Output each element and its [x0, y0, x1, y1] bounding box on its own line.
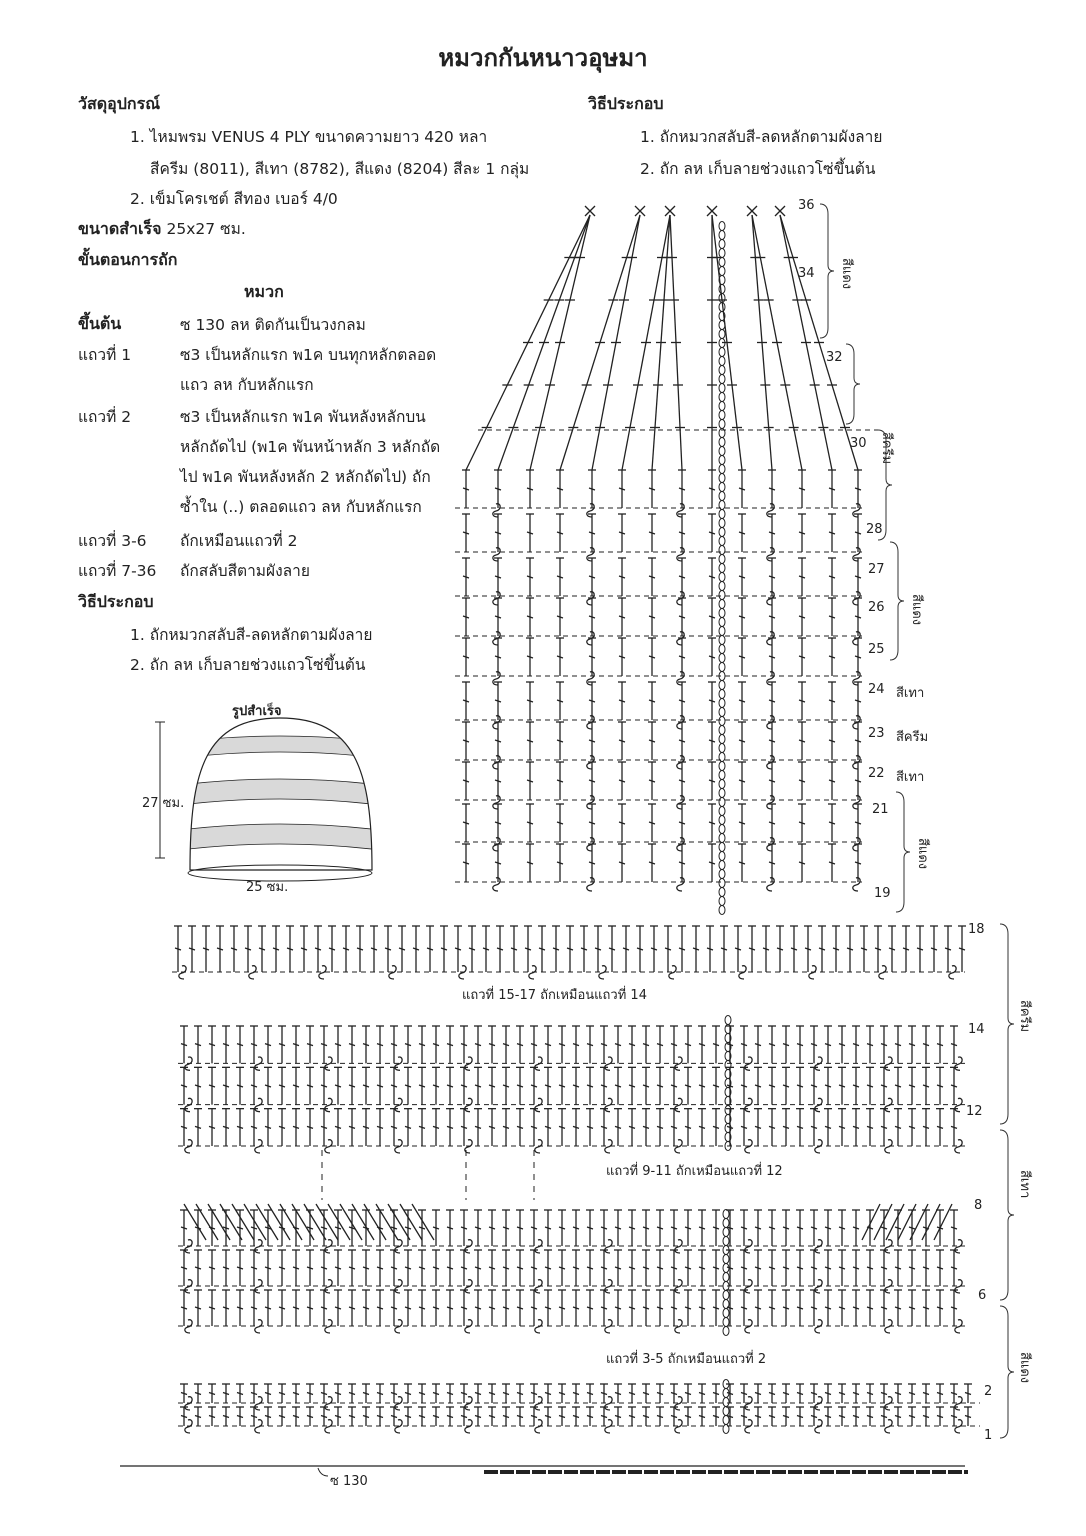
step-text: ถักสลับสีตามผังลาย: [180, 562, 310, 580]
note-rows-3-5: แถวที่ 3-5 ถักเหมือนแถวที่ 2: [606, 1352, 767, 1367]
row-number: 32: [826, 350, 843, 365]
step-text: ซ้ำใน (..) ตลอดแถว ลห กับหลักแรก: [180, 498, 422, 516]
size-label: ขนาดสำเร็จ: [78, 219, 162, 238]
color-label-red: สีแดง: [839, 258, 854, 290]
step-label-row1: แถวที่ 1: [78, 346, 132, 364]
row-number: 28: [866, 522, 883, 537]
steps-heading: ขั้นตอนการถัก: [78, 250, 178, 269]
hat-color-band: [180, 779, 380, 805]
note-rows-9-11: แถวที่ 9-11 ถักเหมือนแถวที่ 12: [606, 1164, 783, 1179]
color-label-gray: สีเทา: [1017, 1170, 1032, 1199]
row-number: 36: [798, 198, 815, 213]
row-number: 8: [974, 1198, 983, 1213]
row-number: 1: [984, 1428, 993, 1443]
materials-heading: วัสดุอุปกรณ์: [78, 94, 161, 113]
row-number: 21: [872, 802, 889, 817]
row-number: 27: [868, 562, 885, 577]
step-text: แถว ลห กับหลักแรก: [180, 376, 314, 394]
row-number: 2: [984, 1384, 993, 1399]
row-number: 14: [968, 1022, 985, 1037]
step-label-row2: แถวที่ 2: [78, 408, 132, 426]
color-label-cream: สีครีม: [1017, 1000, 1032, 1033]
method-heading-left: วิธีประกอบ: [78, 592, 154, 611]
step-text: หลักถัดไป (พ1ค พันหน้าหลัก 3 หลักถัด: [180, 438, 441, 456]
finished-height: 27 ซม.: [142, 796, 185, 811]
row-number: 30: [850, 436, 867, 451]
materials-line-3: 2. เข็มโครเชต์ สีทอง เบอร์ 4/0: [130, 190, 338, 208]
step-text: ซ3 เป็นหลักแรก พ1ค พันหลังหลักบน: [180, 408, 426, 426]
color-braces: [820, 204, 1014, 1438]
row-number: 22: [868, 766, 885, 781]
hat-color-band: [180, 824, 380, 850]
hat-brim: [188, 865, 372, 881]
materials-line-2: สีครีม (8011), สีเทา (8782), สีแดง (8204) สีละ 1 กลุ่ม: [150, 160, 530, 178]
color-label-red: สีแดง: [1017, 1352, 1032, 1384]
finished-hat-illustration: [155, 718, 380, 881]
step-text: ซ 130 ลห ติดกันเป็นวงกลม: [180, 316, 366, 334]
color-label-cream: สีครีม: [879, 432, 894, 465]
row-number: 12: [966, 1104, 983, 1119]
page-title: หมวกกันหนาวอุษมา: [438, 44, 648, 72]
step-text: ถักเหมือนแถวที่ 2: [180, 532, 298, 550]
color-label-red: สีแดง: [909, 594, 924, 626]
method-item: 2. ถัก ลห เก็บลายช่วงแถวโซ่ขึ้นต้น: [130, 656, 366, 674]
step-text: ซ3 เป็นหลักแรก พ1ค บนทุกหลักตลอด: [180, 346, 437, 364]
size-value: 25x27 ซม.: [166, 220, 246, 238]
row-number: 19: [874, 886, 891, 901]
hat-color-band: [180, 736, 380, 758]
step-label-start: ขึ้นต้น: [78, 314, 122, 333]
color-label-cream: สีครีม: [896, 730, 929, 745]
color-label-gray: สีเทา: [896, 686, 925, 701]
method-heading-right: วิธีประกอบ: [588, 94, 664, 113]
step-text: ไป พ1ค พันหลังหลัก 2 หลักถัดไป) ถัก: [180, 468, 431, 486]
row-number: 25: [868, 642, 885, 657]
row-number: 34: [798, 266, 815, 281]
materials-line-1: 1. ไหมพรม VENUS 4 PLY ขนาดความยาว 420 หลา: [130, 128, 488, 146]
color-label-red: สีแดง: [915, 838, 930, 870]
step-label-row7-36: แถวที่ 7-36: [78, 562, 157, 580]
finished-width: 25 ซม.: [246, 880, 289, 895]
step-label-row3-6: แถวที่ 3-6: [78, 532, 147, 550]
row-number: 18: [968, 922, 985, 937]
row-number: 6: [978, 1288, 987, 1303]
row-number: 26: [868, 600, 885, 615]
color-label-gray: สีเทา: [896, 770, 925, 785]
finished-heading: รูปสำเร็จ: [232, 704, 282, 719]
note-chain-130: ซ 130: [330, 1474, 368, 1489]
method-item: 2. ถัก ลห เก็บลายช่วงแถวโซ่ขึ้นต้น: [640, 160, 876, 178]
hat-heading: หมวก: [244, 282, 284, 301]
row-number: 23: [868, 726, 885, 741]
note-rows-15-17: แถวที่ 15-17 ถักเหมือนแถวที่ 14: [462, 988, 647, 1003]
method-item: 1. ถักหมวกสลับสี-ลดหลักตามผังลาย: [130, 626, 373, 644]
row-number: 24: [868, 682, 885, 697]
method-item: 1. ถักหมวกสลับสี-ลดหลักตามผังลาย: [640, 128, 883, 146]
